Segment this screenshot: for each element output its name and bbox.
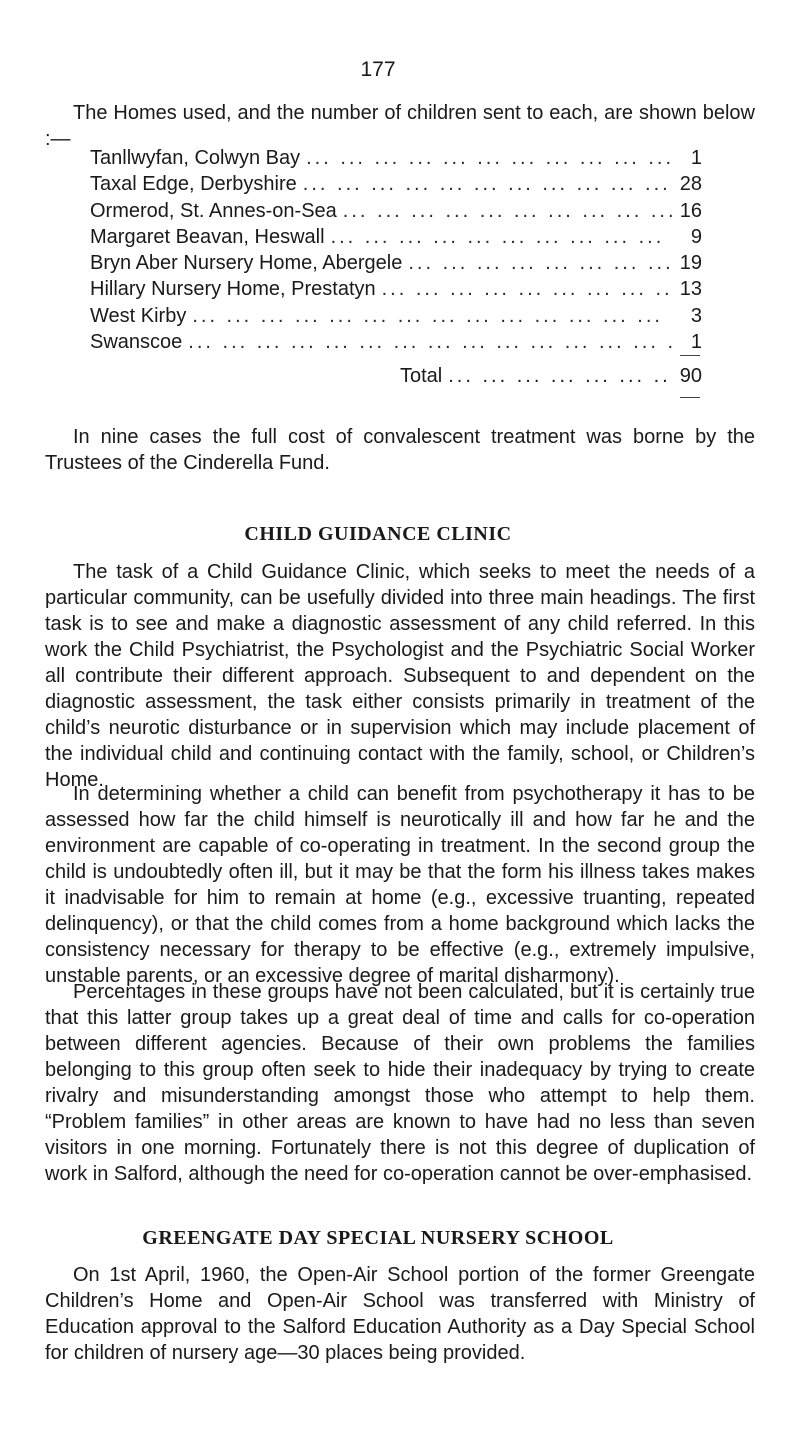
table-row: [90, 145, 702, 171]
leader-dots: [325, 224, 672, 250]
home-count: 28: [679, 173, 702, 196]
greengate-paragraph: On 1st April, 1960, the Open-Air School portion of the former Greengate Children’s Home and Open-Air School was transferred with Ministry of Education approval to the Salford Education Authority as a Day Special School for children of nursery age—30 places being provided.: [45, 1264, 755, 1364]
home-name: Bryn Aber Nursery Home, Abergele: [90, 252, 403, 275]
home-count: 19: [679, 252, 702, 275]
home-name: Margaret Beavan, Heswall: [90, 225, 325, 248]
home-name: Swanscoe: [90, 331, 183, 354]
total-spacer: [90, 363, 400, 389]
total-value: 90: [679, 365, 702, 387]
leader-dots: [337, 198, 672, 224]
table-row: [90, 171, 702, 197]
table-row: [90, 198, 702, 224]
leader-dots: [300, 145, 672, 171]
leader-dots: [186, 303, 672, 329]
convalescent-note: In nine cases the full cost of convalescent treatment was borne by the Trustees of the Cinderella Fund.: [45, 426, 755, 474]
table-row: [90, 276, 702, 302]
child-guidance-paragraph-2: In determining whether a child can benefit from psychotherapy it has to be assessed how far the child himself is neurotically ill and how far he and the environment are capable of co-operating in treatment. In the second group the child is undoubtedly often ill, but it may be that the form his illness takes makes it inadvisable for him to remain at home (e.g., excessive truanting, repeated delinquency), or that the child comes from a home background which lacks the consistency necessary for therapy to be effective (e.g., extremely impulsive, unstable parents, or an excessive degree of marital disharmony).: [45, 783, 755, 987]
home-count: 1: [690, 331, 702, 354]
home-count: 9: [690, 225, 702, 248]
total-rule-top: [680, 355, 700, 356]
intro-paragraph: The Homes used, and the number of children sent to each, are shown below :—: [45, 102, 755, 150]
table-row: [90, 250, 702, 276]
table-row: [90, 224, 702, 250]
home-name: Hillary Nursery Home, Prestatyn: [90, 278, 376, 301]
page-number: 177: [360, 58, 396, 81]
home-count: 3: [690, 304, 702, 327]
leader-dots: [297, 171, 672, 197]
child-guidance-paragraph-3: Percentages in these groups have not been calculated, but it is certainly true that this latter group takes up a great deal of time and calls for co-operation between different agencies. Because of their own problems the families belonging to this group often seek to hide their inadequacy by trying to create rivalry and misunderstanding amongst those who attempt to help them. “Problem families” in other areas are known to have had no less than seven visitors in one morning. Fortunately there is not this degree of duplication of work in Salford, although the need for co-operation cannot be over-emphasised.: [45, 981, 755, 1185]
total-label: Total: [400, 365, 443, 387]
leader-dots: [402, 250, 672, 276]
home-name: West Kirby: [90, 304, 187, 327]
home-count: 16: [679, 199, 702, 222]
homes-table: [90, 145, 702, 355]
home-name: Ormerod, St. Annes-on-Sea: [90, 199, 337, 222]
home-count: 13: [679, 278, 702, 301]
greengate-heading: GREENGATE DAY SPECIAL NURSERY SCHOOL: [142, 1227, 614, 1249]
leader-dots: [376, 276, 672, 302]
total-rule-bottom: [680, 397, 700, 398]
total-row: [90, 363, 702, 389]
child-guidance-heading: CHILD GUIDANCE CLINIC: [244, 523, 512, 545]
leader-dots: [442, 363, 672, 389]
leader-dots: [182, 329, 672, 355]
home-name: Taxal Edge, Derbyshire: [90, 173, 297, 196]
table-row: [90, 303, 702, 329]
home-name: Tanllwyfan, Colwyn Bay: [90, 147, 301, 169]
child-guidance-paragraph-1: The task of a Child Guidance Clinic, which seeks to meet the needs of a particular community, can be usefully divided into three main headings. The first task is to see and make a diagnostic assessment of any child referred. In this work the Child Psychiatrist, the Psychologist and the Psychiatric Social Worker all contribute their different approach. Subsequent to and dependent on the diagnostic assessment, the task either consists primarily in treatment of the child’s neurotic disturbance or in supervision which may include placement of the individual child and continuing contact with the family, school, or Children’s Home.: [45, 561, 755, 791]
home-count: 1: [690, 147, 702, 169]
table-row: [90, 329, 702, 355]
